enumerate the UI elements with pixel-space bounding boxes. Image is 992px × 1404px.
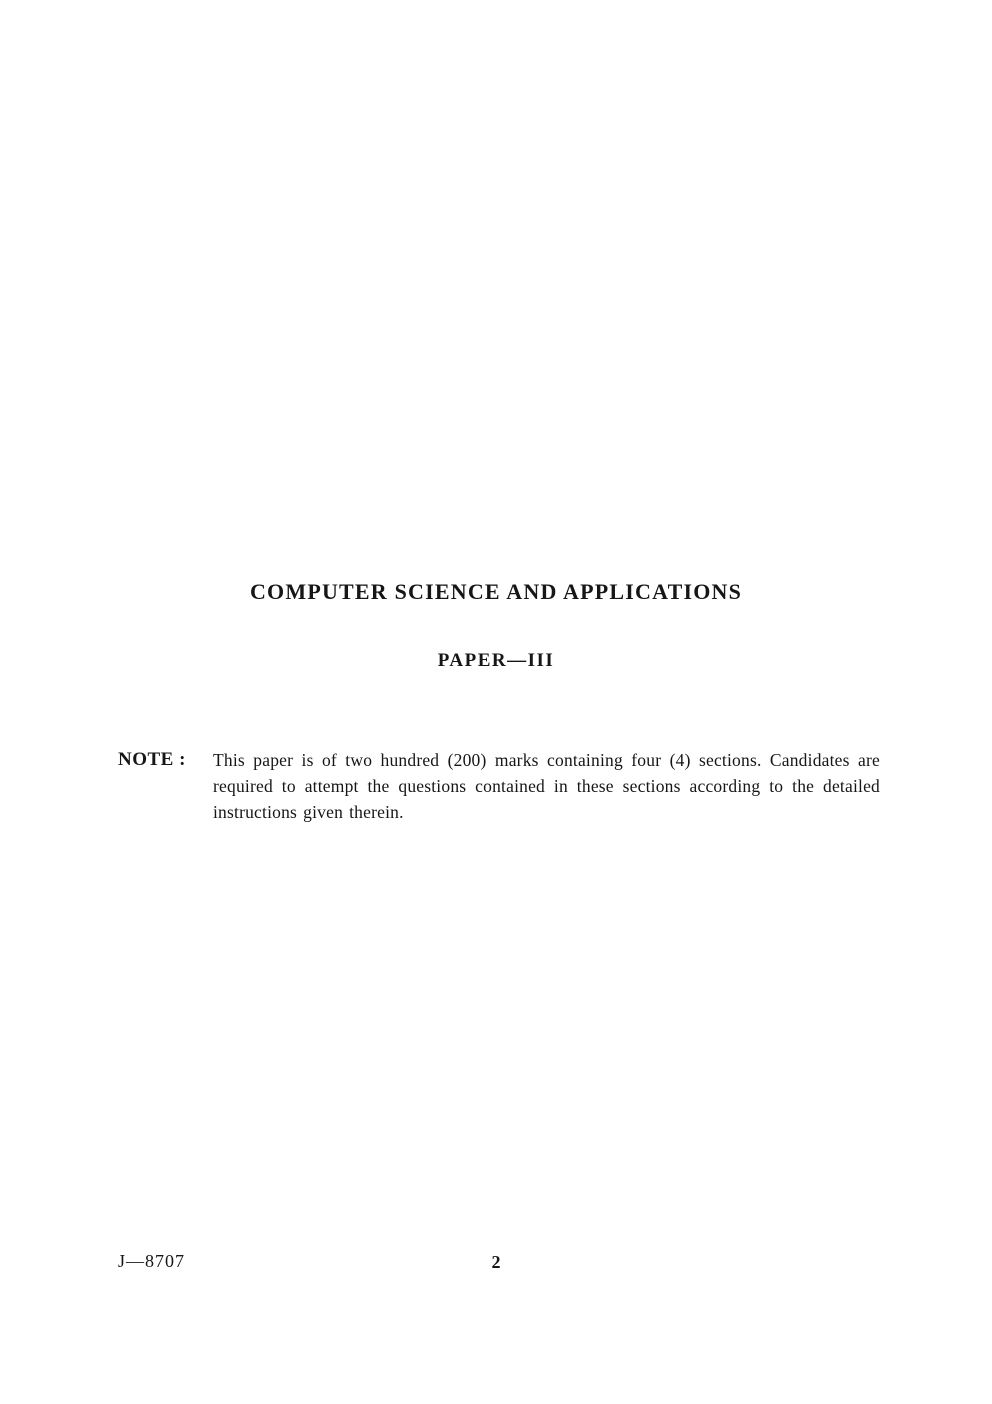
document-title: COMPUTER SCIENCE AND APPLICATIONS [249,579,743,604]
paper-number-subtitle: PAPER—III [437,650,555,671]
footer-page-number: 2 [491,1252,501,1272]
footer-paper-code: J—8707 [118,1251,186,1271]
note-label: NOTE : [118,749,186,770]
note-section [118,747,880,825]
note-paragraph: This paper is of two hundred (200) marks containing four (4) sections. Candidates are required to attempt the questions contained in these sections according to the detailed instructions given therein. [213,750,880,822]
